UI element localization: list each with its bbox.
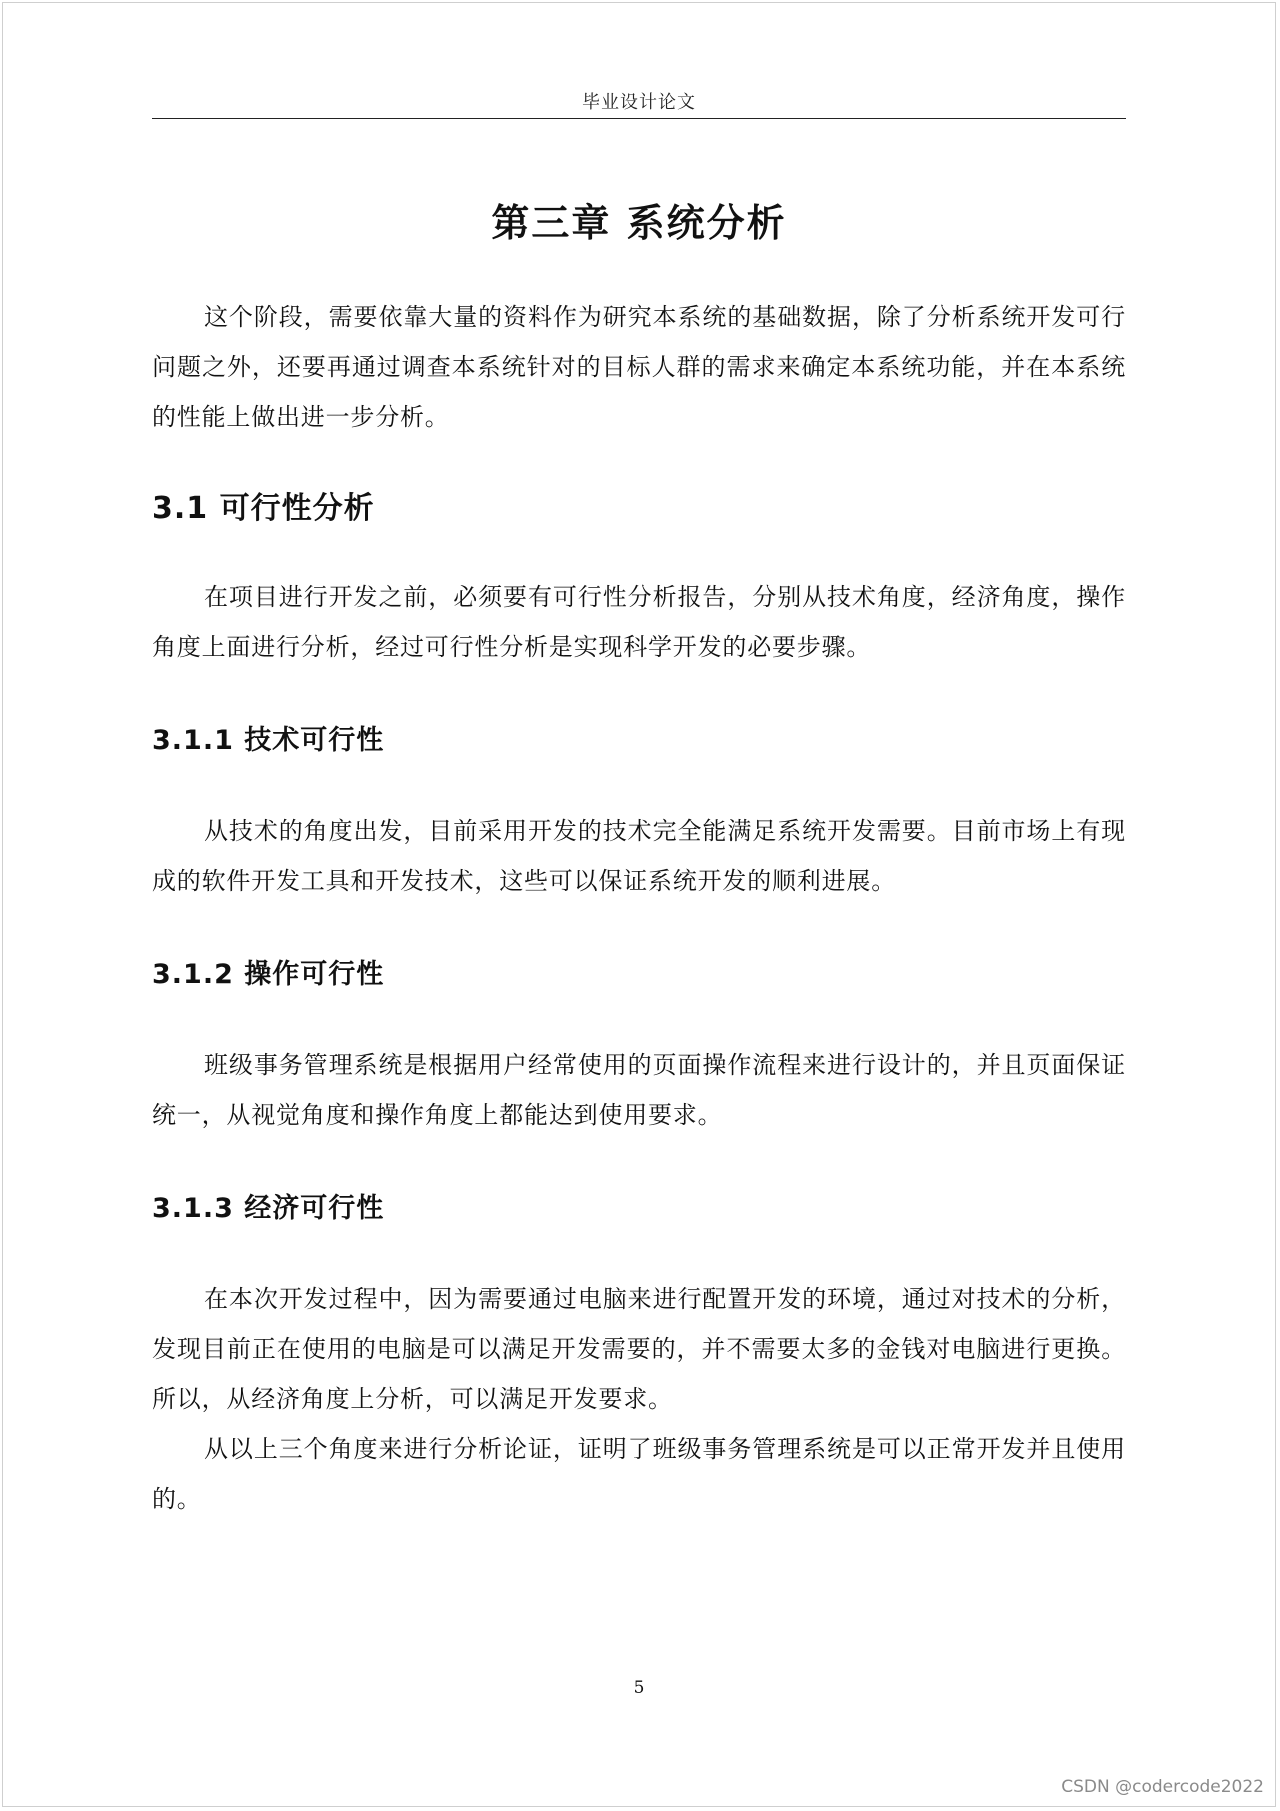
- watermark: CSDN @codercode2022: [1061, 1777, 1264, 1797]
- page-number: 5: [633, 1678, 645, 1698]
- section-3-1-1-paragraph: 从技术的角度出发，目前采用开发的技术完全能满足系统开发需要。目前市场上有现成的软件开发工具和开发技术，这些可以保证系统开发的顺利进展。: [152, 817, 1126, 895]
- section-3-1-2-paragraph: 班级事务管理系统是根据用户经常使用的页面操作流程来进行设计的，并且页面保证统一，从视觉角度和操作角度上都能达到使用要求。: [152, 1051, 1126, 1129]
- chapter-intro-paragraph: 这个阶段，需要依靠大量的资料作为研究本系统的基础数据，除了分析系统开发可行问题之外，还要再通过调查本系统针对的目标人群的需求来确定本系统功能，并在本系统的性能上做出进一步分析。: [152, 303, 1126, 431]
- section-3-1-3-paragraph: 在本次开发过程中，因为需要通过电脑来进行配置开发的环境，通过对技术的分析，发现目前正在使用的电脑是可以满足开发需要的，并不需要太多的金钱对电脑进行更换。所以，从经济角度上分析，可以满足开发要求。: [152, 1285, 1126, 1413]
- chapter-title: 第三章 系统分析: [491, 201, 787, 245]
- header-rule: [152, 118, 1126, 119]
- conclusion-paragraph: 从以上三个角度来进行分析论证，证明了班级事务管理系统是可以正常开发并且使用的。: [152, 1435, 1126, 1513]
- section-heading-3-1: 3.1 可行性分析: [152, 491, 375, 526]
- section-heading-3-1-3: 3.1.3 经济可行性: [152, 1193, 385, 1224]
- section-3-1-paragraph: 在项目进行开发之前，必须要有可行性分析报告，分别从技术角度，经济角度，操作角度上面进行分析，经过可行性分析是实现科学开发的必要步骤。: [152, 583, 1126, 661]
- running-header: 毕业设计论文: [582, 92, 696, 113]
- section-heading-3-1-2: 3.1.2 操作可行性: [152, 959, 385, 990]
- section-heading-3-1-1: 3.1.1 技术可行性: [152, 725, 385, 756]
